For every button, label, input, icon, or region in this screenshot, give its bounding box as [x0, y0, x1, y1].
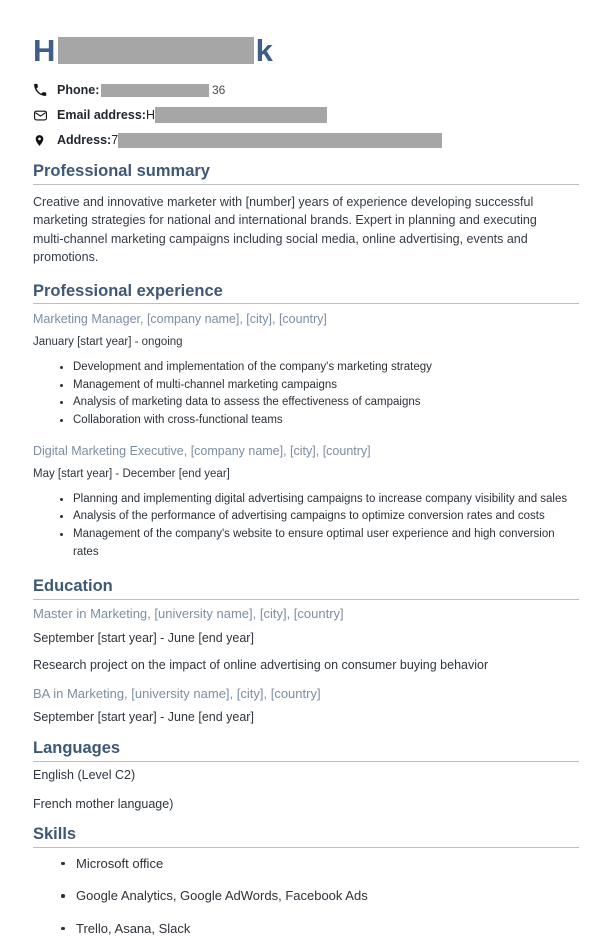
list-item: Trello, Asana, Slack — [76, 921, 579, 936]
summary-text: Creative and innovative marketer with [number] years of experience developing successful marketing strategies for national and international brands. Expert in planning and executing multi-channel marketing campaigns including social media, online advertising, events and promotions. — [33, 194, 537, 265]
phone-visible-digits: 36 — [212, 82, 226, 97]
experience-date: January [start year] - ongoing — [33, 336, 183, 349]
contact-row-email — [33, 104, 579, 126]
language-item: French mother language) — [33, 796, 174, 811]
education-degree: Master in Marketing, [university name], [city], [country] — [33, 606, 344, 622]
education-note: Research project on the impact of online advertising on consumer buying behavior — [33, 657, 489, 672]
section-languages — [33, 738, 579, 812]
section-title-summary: Professional summary — [33, 162, 210, 180]
envelope-icon — [33, 108, 57, 123]
email-label: Email address: — [57, 108, 146, 122]
phone-label: Phone: — [57, 83, 100, 97]
list-item: Management of the company's website to ensure optimal user experience and high conversion rates — [73, 526, 579, 561]
name-last-letter: k — [255, 32, 274, 68]
section-title-skills: Skills — [33, 824, 77, 843]
education-entry — [33, 606, 579, 673]
education-divider — [33, 599, 579, 600]
name-first-letter: H — [33, 32, 56, 68]
section-title-experience: Professional experience — [33, 281, 223, 300]
list-item: Planning and implementing digital advertising campaigns to increase company visibility and sales — [73, 491, 579, 509]
location-pin-icon — [33, 133, 57, 148]
skills-divider — [33, 847, 579, 848]
name-redaction-bar — [58, 37, 254, 64]
education-date: September [start year] - June [end year] — [33, 710, 254, 725]
phone-icon — [33, 83, 57, 97]
experience-entry — [33, 444, 579, 562]
experience-divider — [33, 303, 579, 304]
experience-bullet-list — [33, 359, 579, 430]
experience-role: Digital Marketing Executive, [company name], [city], [country] — [33, 443, 371, 458]
list-item: Analysis of marketing data to assess the effectiveness of campaigns — [73, 394, 579, 412]
address-visible-prefix: 7 — [111, 133, 119, 147]
education-degree: BA in Marketing, [university name], [city], [country] — [33, 685, 321, 701]
address-redaction-bar — [118, 133, 442, 148]
experience-bullet-list — [33, 491, 579, 562]
language-item: English (Level C2) — [33, 767, 136, 782]
list-item: Development and implementation of the company's marketing strategy — [73, 359, 579, 377]
phone-redaction-bar — [101, 82, 226, 97]
summary-heading-group — [33, 161, 579, 185]
email-redaction-bar — [155, 107, 327, 123]
education-entry — [33, 686, 579, 726]
languages-heading-group — [33, 738, 579, 762]
section-professional-summary — [33, 161, 579, 267]
experience-role: Marketing Manager, [company name], [city], [country] — [33, 312, 327, 327]
experience-date: May [start year] - December [end year] — [33, 467, 230, 480]
list-item: Google Analytics, Google AdWords, Facebook Ads — [76, 888, 579, 904]
contact-row-phone — [33, 79, 579, 101]
section-skills — [33, 824, 579, 936]
languages-divider — [33, 761, 579, 762]
section-title-education: Education — [33, 577, 113, 596]
candidate-name — [33, 30, 579, 70]
section-title-languages: Languages — [33, 739, 121, 758]
skills-heading-group — [33, 824, 579, 848]
list-item: Management of multi-channel marketing campaigns — [73, 377, 579, 395]
email-visible-prefix: H — [145, 108, 155, 122]
education-heading-group — [33, 576, 579, 600]
skills-list — [33, 856, 579, 936]
list-item: Collaboration with cross-functional teams — [73, 412, 579, 430]
education-date: September [start year] - June [end year] — [33, 630, 254, 645]
contact-row-address — [33, 129, 579, 151]
list-item: Microsoft office — [76, 856, 579, 872]
experience-entry — [33, 312, 579, 430]
section-professional-experience — [33, 281, 579, 562]
section-education — [33, 576, 579, 725]
address-label: Address: — [57, 133, 112, 147]
list-item: Analysis of the performance of advertising campaigns to optimize conversion rates and costs — [73, 508, 579, 526]
experience-heading-group — [33, 281, 579, 305]
summary-divider — [33, 184, 579, 185]
